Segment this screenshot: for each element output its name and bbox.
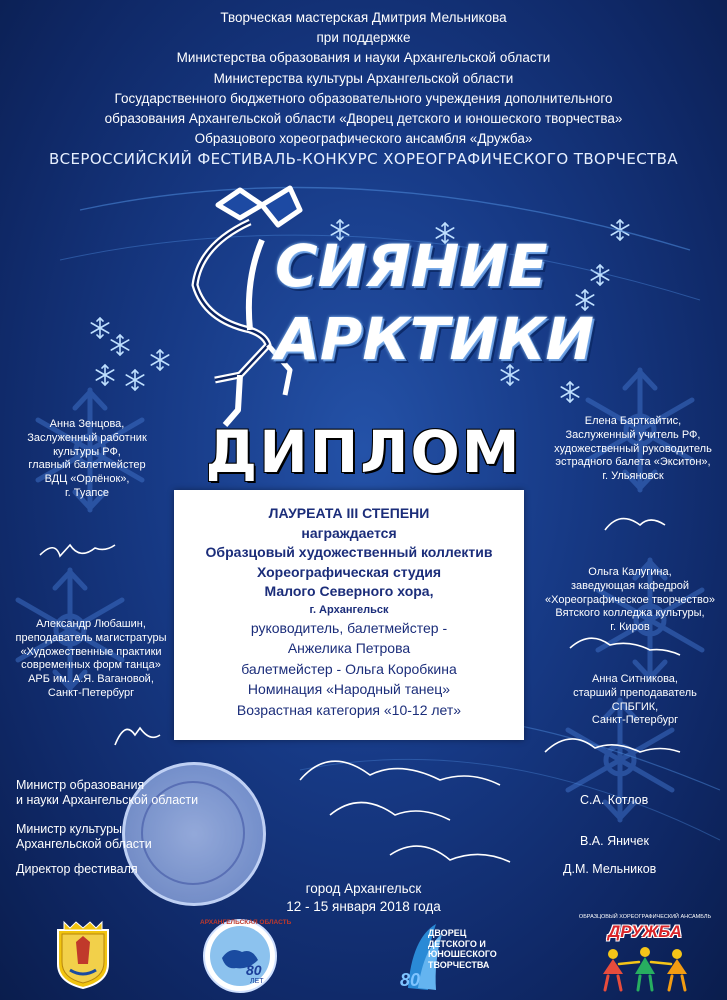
- award-collective: Образцовый художественный коллектив: [205, 544, 493, 560]
- official-education-minister-title: [16, 778, 198, 808]
- jury-line: старший преподаватель: [573, 686, 697, 699]
- jury-line: «Хореографическое творчество»: [545, 593, 715, 606]
- official-title-line: Министр образования: [16, 778, 145, 792]
- header-line: Образцового хореографического ансамбля «Дружба»: [194, 131, 533, 147]
- header-line: Государственного бюджетного образовательного учреждения дополнительного: [114, 90, 613, 106]
- palace-name-line: ДЕТСКОГО И: [428, 938, 486, 949]
- official-festival-director-title: [16, 862, 138, 877]
- jury-line: Заслуженный учитель РФ,: [565, 428, 701, 441]
- jury-line: преподаватель магистратуры: [15, 631, 167, 644]
- jury-member-bartkaitis: [543, 415, 723, 484]
- award-degree: ЛАУРЕАТА III СТЕПЕНИ: [268, 505, 430, 521]
- jury-line: Анна Зенцова,: [49, 418, 125, 430]
- ensemble-name: ДРУЖБА: [608, 922, 682, 941]
- jury-line: «Художественные практики: [20, 645, 162, 658]
- official-title-line: Министр культуры: [16, 822, 123, 836]
- official-title-line: Архангельской области: [16, 837, 152, 851]
- award-leader-role: руководитель, балетмейстер -: [250, 619, 448, 636]
- ensemble-caption: ОБРАЗЦОВЫЙ ХОРЕОГРАФИЧЕСКИЙ АНСАМБЛЬ: [578, 914, 712, 920]
- header-line: Министерства культуры Архангельской области: [213, 70, 514, 86]
- jury-line: г. Ульяновск: [602, 470, 664, 483]
- palace-name-line: ДВОРЕЦ: [428, 928, 467, 938]
- official-culture-minister-title: [16, 822, 152, 852]
- official-title-line: и науки Архангельской области: [16, 793, 199, 807]
- snowflake-small: [591, 265, 608, 285]
- diploma-title: ДИПЛОМ: [205, 418, 522, 486]
- header-line: Министерства образования и науки Архангельской области: [176, 50, 551, 66]
- jury-line: главный балетмейстер: [28, 459, 146, 472]
- award-city: г. Архангельск: [309, 603, 389, 616]
- header-line: при поддержке: [316, 30, 411, 46]
- snowflake-small: [111, 335, 128, 355]
- header-line: Творческая мастерская Дмитрия Мельникова: [220, 10, 507, 25]
- official-education-minister-name: С.А. Котлов: [580, 793, 649, 807]
- award-awarded: награждается: [301, 524, 397, 541]
- jury-member-kalugina: [540, 566, 720, 635]
- region-badge-years: 80: [246, 962, 262, 978]
- award-box: [174, 490, 524, 740]
- jury-line: Елена Барткайтис,: [584, 415, 682, 427]
- palace-name: [428, 928, 497, 970]
- official-culture-minister-name: В.А. Яничек: [580, 834, 649, 848]
- jury-line: Ольга Калугина,: [588, 566, 672, 578]
- jury-line: эстрадного балета «Экситон»,: [555, 456, 711, 469]
- jury-member-zentsova: [12, 418, 162, 501]
- logo-word-siyanie: СИЯНИЕ: [275, 232, 548, 300]
- snowflake-small: [561, 382, 578, 402]
- header-line: образования Архангельской области «Дворец детского и юношеского творчества»: [104, 111, 623, 127]
- palace-name-line: ТВОРЧЕСТВА: [428, 959, 490, 970]
- arkhangelsk-coat-of-arms-icon: [52, 918, 114, 990]
- jury-member-sitnikova: [560, 673, 710, 728]
- snowflake-small: [151, 350, 168, 370]
- jury-line: Санкт-Петербург: [47, 686, 135, 699]
- palace-years: 80: [400, 970, 421, 990]
- award-leader-name: Анжелика Петрова: [287, 640, 411, 656]
- festival-title: ВСЕРОССИЙСКИЙ ФЕСТИВАЛЬ-КОНКУРС ХОРЕОГРАФИЧЕСКОГО ТВОРЧЕСТВА: [48, 150, 679, 168]
- jury-line: Александр Любашин,: [36, 618, 146, 630]
- award-age-category: Возрастная категория «10-12 лет»: [236, 701, 462, 718]
- jury-line: современных форм танца»: [21, 659, 161, 672]
- arkhangelsk-region-80-years-logo: [200, 918, 292, 996]
- award-studio: Хореографическая студия: [256, 563, 442, 580]
- official-title-line: Директор фестиваля: [16, 862, 138, 876]
- location-date: [0, 880, 727, 916]
- jury-line: Анна Ситникова,: [592, 673, 678, 685]
- palace-name-line: ЮНОШЕСКОГО: [428, 949, 497, 959]
- jury-line: художественный руководитель: [554, 442, 712, 455]
- snowflake-small: [96, 365, 113, 385]
- location-dates: 12 - 15 января 2018 года: [286, 899, 441, 914]
- official-festival-director-name: Д.М. Мельников: [563, 862, 657, 876]
- logo-word-arktiki: АРКТИКИ: [275, 305, 594, 373]
- jury-line: Вятского колледжа культуры,: [555, 607, 705, 620]
- award-choreographer: балетмейстер - Ольга Коробкина: [241, 660, 457, 677]
- jury-line: заведующая кафедрой: [570, 579, 689, 592]
- jury-line: ВДЦ «Орлёнок»,: [44, 473, 130, 486]
- jury-line: Заслуженный работник: [27, 431, 147, 444]
- location-city: город Архангельск: [305, 881, 422, 896]
- award-nomination: Номинация «Народный танец»: [247, 681, 451, 697]
- snowflake-small: [126, 370, 143, 390]
- jury-line: г. Киров: [610, 621, 650, 634]
- snowflake-small: [91, 318, 108, 338]
- jury-member-lyubashin: [8, 618, 174, 701]
- region-badge-years-unit: ЛЕТ: [250, 978, 264, 985]
- jury-line: культуры РФ,: [53, 445, 121, 458]
- jury-line: г. Туапсе: [65, 486, 109, 499]
- jury-line: СПБГИК,: [611, 700, 659, 713]
- ensemble-druzhba-logo: [575, 914, 715, 996]
- region-badge-caption: АРХАНГЕЛЬСКАЯ ОБЛАСТЬ: [200, 919, 292, 926]
- jury-line: АРБ им. А.Я. Вагановой,: [28, 673, 154, 686]
- organizer-header: [0, 8, 727, 149]
- award-choir: Малого Северного хора,: [264, 583, 434, 599]
- palace-of-youth-creativity-logo: [398, 918, 510, 998]
- jury-line: Санкт-Петербург: [591, 714, 679, 727]
